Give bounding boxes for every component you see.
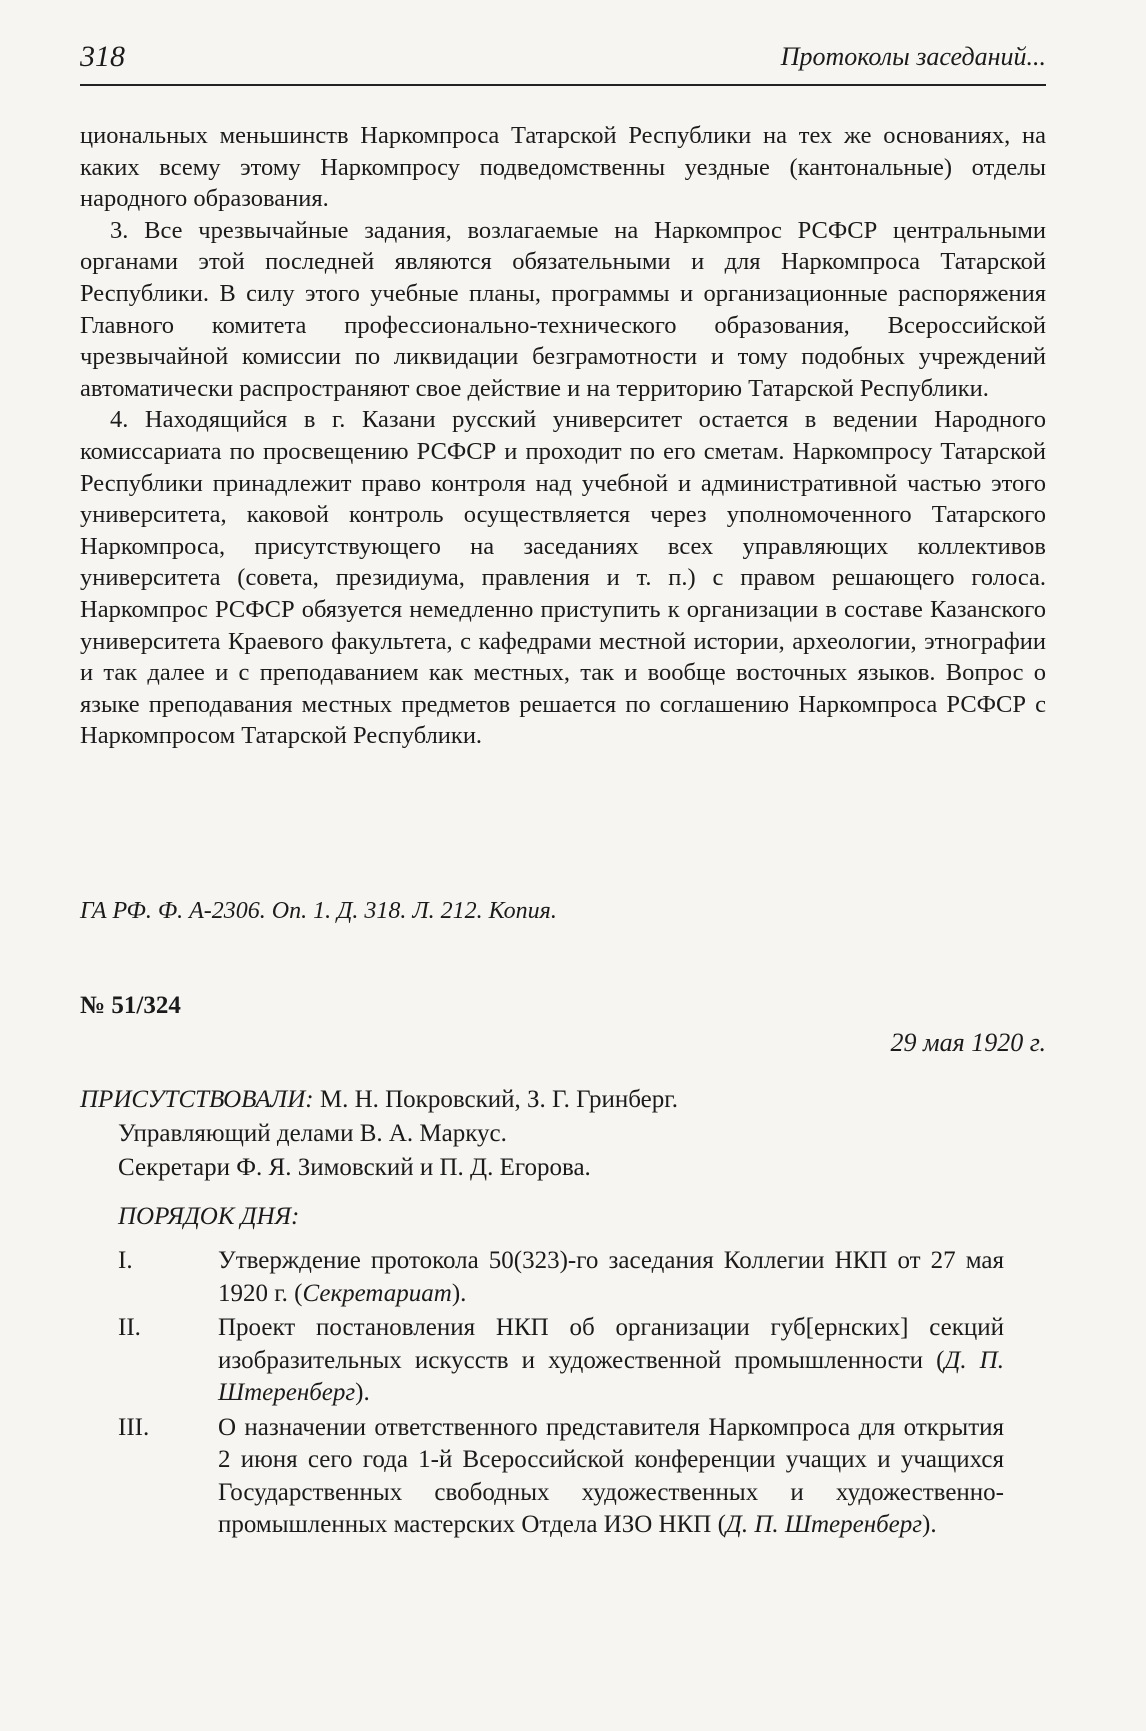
agenda-item	[118, 1312, 1004, 1410]
agenda-item-speaker: Д. П. Штеренберг	[725, 1511, 923, 1538]
page-header	[80, 34, 1046, 86]
agenda-item-speaker: Д. П. Штеренберг	[218, 1346, 1004, 1406]
attendance-members: М. Н. Покровский, З. Г. Гринберг.	[319, 1086, 678, 1113]
agenda-item-text	[218, 1245, 1004, 1310]
attendance-manager: Управляющий делами В. А. Маркус.	[118, 1120, 507, 1147]
agenda-title: ПОРЯДОК ДНЯ:	[118, 1203, 300, 1230]
agenda-item	[118, 1245, 1004, 1310]
agenda-list	[118, 1245, 1004, 1544]
agenda-item-body: Утверждение протокола 50(323)-го заседания Коллегии НКП от 27 мая 1920 г. (	[218, 1247, 1004, 1307]
page-number: 318	[80, 40, 125, 73]
attendance-block	[80, 1083, 1046, 1185]
attendance-line	[80, 1083, 1046, 1117]
agenda-item-end: ).	[922, 1511, 937, 1538]
paragraph-3: 3. Все чрезвычайные задания, возлагаемые на Наркомпрос РСФСР центральными органами этой последней являются обязательными и для Наркомпроса Татарской Республики. В силу этого учебные планы, программы и организационные распоряжения Главного комитета профессионально-технического образования, Всероссийской чрезвычайной комиссии по ликвидации безграмотности и тому подобных учреждений автоматически распространяют свое действие и на территорию Татарской Республики.	[80, 216, 1046, 402]
agenda-item-text	[218, 1412, 1004, 1542]
agenda-item-body: Проект постановления НКП об организации губ[ернских] секций изобразительных искусств и художественной промышленности (	[218, 1314, 1004, 1374]
document-number: № 51/324	[80, 992, 181, 1019]
agenda-item-body: О назначении ответственного представителя Наркомпроса для открытия 2 июня сего года 1-й Всероссийской конференции учащих и учащихся Государственных свободных художественных и художественно-промышленных мастерских Отдела ИЗО НКП (	[218, 1413, 1004, 1538]
agenda-item-speaker: Секретариат	[302, 1279, 452, 1307]
agenda-item	[118, 1412, 1004, 1542]
attendance-label: ПРИСУТСТВОВАЛИ:	[80, 1086, 314, 1113]
running-title: Протоколы заседаний...	[780, 42, 1046, 71]
agenda-item-number: III.	[118, 1413, 150, 1441]
attendance-secretaries: Секретари Ф. Я. Зимовский и П. Д. Егорова.	[118, 1154, 591, 1181]
agenda-item-end: ).	[451, 1279, 467, 1307]
agenda-item-number: I.	[118, 1247, 133, 1274]
agenda-item-text	[218, 1312, 1004, 1410]
paragraph-continuation: циональных меньшинств Наркомпроса Татарской Республики на тех же основаниях, на каких всему этому Наркомпросу подведомственны уездные (кантональные) отделы народного образования.	[80, 122, 1046, 213]
continued-text	[80, 120, 1046, 752]
paragraph-4: 4. Находящийся в г. Казани русский университет остается в ведении Народного комиссариата по просвещению РСФСР и проходит по его сметам. Наркомпросу Татарской Республики принадлежит право контроля над учебной и административной частью этого университета, каковой контроль осуществляется через уполномоченного Татарского Наркомпроса, присутствующего на заседаниях всех управляющих коллективов университета (совета, президиума, правления и т. п.) с правом решающего голоса. Наркомпрос РСФСР обязуется немедленно приступить к организации в составе Казанского университета Краевого факультета, с кафедрами местной истории, археологии, этнографии и так далее и с преподаванием как местных, так и вообще восточных языков. Вопрос о языке преподавания местных предметов решается по соглашению Наркомпроса РСФСР с Наркомпросом Татарской Республики.	[80, 406, 1046, 750]
archive-source: ГА РФ. Ф. А-2306. Оп. 1. Д. 318. Л. 212. Копия.	[80, 898, 557, 924]
agenda-item-number: II.	[118, 1314, 141, 1341]
agenda-item-end: ).	[355, 1379, 370, 1406]
meeting-date: 29 мая 1920 г.	[890, 1028, 1046, 1057]
